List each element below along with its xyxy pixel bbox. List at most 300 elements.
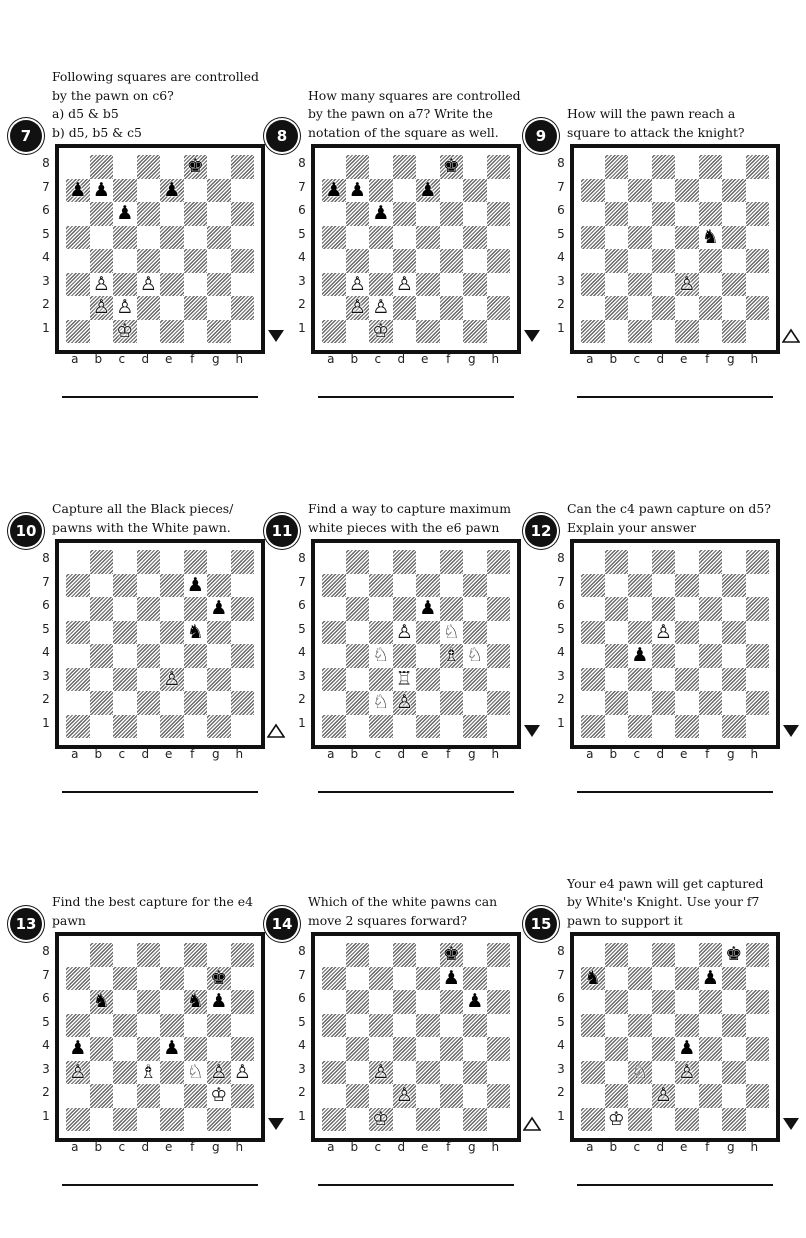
square-h7[interactable] (746, 574, 770, 598)
square-d2[interactable] (137, 296, 161, 320)
square-e8[interactable] (675, 550, 699, 574)
square-h2[interactable] (746, 1084, 770, 1108)
square-e8[interactable] (675, 943, 699, 967)
square-g3[interactable] (207, 668, 231, 692)
white-pawn-icon[interactable]: ♙ (139, 272, 157, 295)
square-a7[interactable] (322, 574, 346, 598)
square-h7[interactable] (487, 967, 511, 991)
white-pawn-icon[interactable]: ♙ (654, 1084, 672, 1107)
square-e8[interactable] (416, 155, 440, 179)
square-d4[interactable] (393, 644, 417, 668)
square-d7[interactable] (137, 179, 161, 203)
square-b1[interactable] (605, 715, 629, 739)
square-f4[interactable] (699, 644, 723, 668)
square-a5[interactable] (581, 1014, 605, 1038)
white-knight-icon[interactable]: ♘ (466, 644, 484, 667)
square-a1[interactable] (66, 320, 90, 344)
square-h6[interactable] (487, 597, 511, 621)
square-c5[interactable] (369, 621, 393, 645)
square-c5[interactable] (628, 1014, 652, 1038)
square-d7[interactable] (652, 179, 676, 203)
square-a1[interactable] (66, 715, 90, 739)
square-f3[interactable] (440, 1061, 464, 1085)
square-a4[interactable] (322, 249, 346, 273)
square-c8[interactable] (369, 943, 393, 967)
square-f8[interactable] (184, 155, 208, 179)
square-g4[interactable] (463, 249, 487, 273)
square-f4[interactable] (184, 249, 208, 273)
square-f6[interactable] (440, 202, 464, 226)
square-a6[interactable] (66, 202, 90, 226)
square-h6[interactable] (487, 990, 511, 1014)
square-f2[interactable] (699, 691, 723, 715)
square-b1[interactable] (605, 320, 629, 344)
square-b4[interactable] (346, 249, 370, 273)
square-g7[interactable] (207, 967, 231, 991)
square-b1[interactable] (605, 1108, 629, 1132)
square-g2[interactable] (463, 1084, 487, 1108)
square-f3[interactable] (184, 668, 208, 692)
square-d8[interactable] (393, 155, 417, 179)
white-pawn-icon[interactable]: ♙ (372, 1060, 390, 1083)
square-c7[interactable] (113, 179, 137, 203)
square-c1[interactable] (628, 715, 652, 739)
square-c5[interactable] (113, 621, 137, 645)
square-b8[interactable] (90, 550, 114, 574)
square-h1[interactable] (746, 1108, 770, 1132)
square-b5[interactable] (346, 621, 370, 645)
square-f3[interactable] (699, 668, 723, 692)
square-g5[interactable] (207, 621, 231, 645)
square-b3[interactable] (90, 1061, 114, 1085)
square-e6[interactable] (416, 597, 440, 621)
square-d6[interactable] (137, 597, 161, 621)
square-d6[interactable] (393, 202, 417, 226)
square-b3[interactable] (346, 273, 370, 297)
square-g7[interactable] (722, 967, 746, 991)
square-g6[interactable] (207, 597, 231, 621)
square-h5[interactable] (231, 226, 255, 250)
square-f1[interactable] (699, 1108, 723, 1132)
square-e3[interactable] (416, 1061, 440, 1085)
square-d3[interactable] (137, 668, 161, 692)
square-a8[interactable] (66, 155, 90, 179)
square-c6[interactable] (369, 990, 393, 1014)
square-g4[interactable] (463, 1037, 487, 1061)
square-b6[interactable] (346, 990, 370, 1014)
square-h1[interactable] (487, 1108, 511, 1132)
square-h8[interactable] (487, 155, 511, 179)
square-f1[interactable] (184, 320, 208, 344)
square-e7[interactable] (416, 179, 440, 203)
square-h3[interactable] (231, 1061, 255, 1085)
square-b8[interactable] (346, 550, 370, 574)
square-a1[interactable] (66, 1108, 90, 1132)
square-a8[interactable] (322, 943, 346, 967)
square-d2[interactable] (393, 1084, 417, 1108)
square-d1[interactable] (652, 715, 676, 739)
square-h5[interactable] (746, 621, 770, 645)
answer-line[interactable] (62, 1184, 258, 1186)
square-b5[interactable] (605, 621, 629, 645)
square-e6[interactable] (160, 990, 184, 1014)
white-pawn-icon[interactable]: ♙ (678, 272, 696, 295)
square-a5[interactable] (581, 226, 605, 250)
square-c7[interactable] (113, 574, 137, 598)
square-e4[interactable] (160, 249, 184, 273)
black-king-icon[interactable]: ♚ (442, 943, 460, 966)
black-pawn-icon[interactable]: ♟ (631, 644, 649, 667)
square-h7[interactable] (231, 967, 255, 991)
square-f4[interactable] (184, 644, 208, 668)
white-pawn-icon[interactable]: ♙ (348, 272, 366, 295)
square-a8[interactable] (581, 155, 605, 179)
square-f6[interactable] (699, 202, 723, 226)
square-b6[interactable] (346, 202, 370, 226)
white-king-icon[interactable]: ♔ (116, 319, 134, 342)
square-f1[interactable] (184, 715, 208, 739)
square-d6[interactable] (137, 202, 161, 226)
square-e4[interactable] (160, 644, 184, 668)
square-g6[interactable] (722, 597, 746, 621)
square-c2[interactable] (113, 296, 137, 320)
square-c4[interactable] (628, 644, 652, 668)
square-h1[interactable] (231, 320, 255, 344)
square-h6[interactable] (231, 597, 255, 621)
square-a7[interactable] (322, 179, 346, 203)
square-a8[interactable] (322, 155, 346, 179)
square-a3[interactable] (66, 668, 90, 692)
square-e3[interactable] (675, 273, 699, 297)
white-pawn-icon[interactable]: ♙ (395, 620, 413, 643)
square-a7[interactable] (66, 574, 90, 598)
square-c5[interactable] (113, 226, 137, 250)
square-g3[interactable] (207, 1061, 231, 1085)
square-a5[interactable] (66, 226, 90, 250)
square-b1[interactable] (90, 715, 114, 739)
square-h5[interactable] (231, 1014, 255, 1038)
square-c5[interactable] (113, 1014, 137, 1038)
square-g2[interactable] (207, 296, 231, 320)
square-h8[interactable] (746, 155, 770, 179)
square-g7[interactable] (722, 574, 746, 598)
square-h4[interactable] (231, 1037, 255, 1061)
square-h5[interactable] (746, 226, 770, 250)
square-c4[interactable] (113, 1037, 137, 1061)
square-h3[interactable] (746, 668, 770, 692)
black-pawn-icon[interactable]: ♟ (348, 178, 366, 201)
square-h2[interactable] (487, 296, 511, 320)
square-d7[interactable] (393, 967, 417, 991)
square-d3[interactable] (652, 668, 676, 692)
square-g1[interactable] (463, 715, 487, 739)
square-h4[interactable] (231, 644, 255, 668)
square-b4[interactable] (605, 644, 629, 668)
square-b7[interactable] (605, 574, 629, 598)
square-a6[interactable] (581, 597, 605, 621)
square-b2[interactable] (605, 691, 629, 715)
square-h4[interactable] (487, 644, 511, 668)
square-a3[interactable] (322, 1061, 346, 1085)
square-g3[interactable] (463, 668, 487, 692)
square-d4[interactable] (137, 644, 161, 668)
square-b4[interactable] (346, 644, 370, 668)
square-h7[interactable] (231, 179, 255, 203)
square-e6[interactable] (416, 990, 440, 1014)
white-pawn-icon[interactable]: ♙ (163, 667, 181, 690)
square-e3[interactable] (416, 273, 440, 297)
white-pawn-icon[interactable]: ♙ (348, 296, 366, 319)
square-e5[interactable] (416, 1014, 440, 1038)
square-e1[interactable] (416, 715, 440, 739)
square-b7[interactable] (605, 179, 629, 203)
white-pawn-icon[interactable]: ♙ (69, 1060, 87, 1083)
square-b2[interactable] (605, 1084, 629, 1108)
square-h6[interactable] (746, 990, 770, 1014)
square-c1[interactable] (113, 1108, 137, 1132)
square-f5[interactable] (699, 226, 723, 250)
square-f5[interactable] (440, 621, 464, 645)
square-h3[interactable] (746, 273, 770, 297)
square-d8[interactable] (137, 550, 161, 574)
square-f2[interactable] (699, 296, 723, 320)
square-c2[interactable] (628, 691, 652, 715)
black-pawn-icon[interactable]: ♟ (69, 178, 87, 201)
square-f5[interactable] (184, 226, 208, 250)
square-a5[interactable] (322, 1014, 346, 1038)
white-king-icon[interactable]: ♔ (372, 319, 390, 342)
square-a3[interactable] (581, 668, 605, 692)
square-a8[interactable] (581, 550, 605, 574)
square-d4[interactable] (393, 249, 417, 273)
square-h7[interactable] (487, 574, 511, 598)
square-c3[interactable] (369, 1061, 393, 1085)
square-d1[interactable] (393, 715, 417, 739)
square-h8[interactable] (746, 550, 770, 574)
square-a3[interactable] (581, 273, 605, 297)
square-d5[interactable] (393, 621, 417, 645)
square-b7[interactable] (346, 179, 370, 203)
square-h1[interactable] (487, 320, 511, 344)
square-a4[interactable] (66, 644, 90, 668)
square-h4[interactable] (487, 249, 511, 273)
square-a7[interactable] (66, 179, 90, 203)
square-e7[interactable] (160, 179, 184, 203)
square-e4[interactable] (416, 1037, 440, 1061)
square-f3[interactable] (440, 273, 464, 297)
square-f4[interactable] (699, 1037, 723, 1061)
square-h6[interactable] (746, 202, 770, 226)
square-d7[interactable] (652, 967, 676, 991)
square-a1[interactable] (322, 715, 346, 739)
square-g2[interactable] (722, 1084, 746, 1108)
square-a1[interactable] (581, 1108, 605, 1132)
square-b3[interactable] (605, 668, 629, 692)
square-f7[interactable] (184, 574, 208, 598)
square-c2[interactable] (369, 1084, 393, 1108)
white-rook-icon[interactable]: ♖ (395, 667, 413, 690)
square-a6[interactable] (322, 597, 346, 621)
square-g1[interactable] (207, 715, 231, 739)
square-h8[interactable] (231, 943, 255, 967)
square-d2[interactable] (393, 296, 417, 320)
square-g3[interactable] (463, 273, 487, 297)
square-a3[interactable] (66, 273, 90, 297)
white-pawn-icon[interactable]: ♙ (92, 296, 110, 319)
square-b6[interactable] (90, 202, 114, 226)
square-b8[interactable] (605, 155, 629, 179)
square-d6[interactable] (393, 990, 417, 1014)
square-c8[interactable] (628, 550, 652, 574)
square-b7[interactable] (90, 574, 114, 598)
square-e7[interactable] (675, 574, 699, 598)
square-c4[interactable] (113, 249, 137, 273)
square-d6[interactable] (393, 597, 417, 621)
square-b4[interactable] (346, 1037, 370, 1061)
square-e2[interactable] (160, 1084, 184, 1108)
square-g5[interactable] (722, 621, 746, 645)
square-b2[interactable] (346, 691, 370, 715)
square-e1[interactable] (160, 320, 184, 344)
square-g8[interactable] (207, 550, 231, 574)
square-f3[interactable] (184, 273, 208, 297)
square-c1[interactable] (369, 715, 393, 739)
square-d1[interactable] (652, 320, 676, 344)
square-d4[interactable] (137, 249, 161, 273)
square-h2[interactable] (487, 1084, 511, 1108)
black-knight-icon[interactable]: ♞ (701, 225, 719, 248)
square-d7[interactable] (652, 574, 676, 598)
square-e3[interactable] (160, 1061, 184, 1085)
square-h2[interactable] (746, 296, 770, 320)
black-knight-icon[interactable]: ♞ (186, 990, 204, 1013)
square-d7[interactable] (137, 574, 161, 598)
square-b5[interactable] (346, 226, 370, 250)
square-c8[interactable] (113, 155, 137, 179)
white-knight-icon[interactable]: ♘ (372, 691, 390, 714)
square-a4[interactable] (322, 1037, 346, 1061)
square-e5[interactable] (416, 226, 440, 250)
square-a8[interactable] (581, 943, 605, 967)
square-d5[interactable] (652, 621, 676, 645)
square-b6[interactable] (346, 597, 370, 621)
black-knight-icon[interactable]: ♞ (186, 620, 204, 643)
square-f6[interactable] (699, 990, 723, 1014)
square-d8[interactable] (652, 550, 676, 574)
square-a1[interactable] (581, 715, 605, 739)
square-g7[interactable] (463, 179, 487, 203)
square-d6[interactable] (652, 990, 676, 1014)
square-g6[interactable] (207, 202, 231, 226)
square-f7[interactable] (440, 179, 464, 203)
square-b1[interactable] (346, 715, 370, 739)
square-g6[interactable] (463, 990, 487, 1014)
square-e6[interactable] (416, 202, 440, 226)
square-a4[interactable] (581, 1037, 605, 1061)
square-c3[interactable] (369, 273, 393, 297)
square-f8[interactable] (699, 155, 723, 179)
square-a6[interactable] (66, 597, 90, 621)
square-d5[interactable] (652, 1014, 676, 1038)
square-b7[interactable] (90, 967, 114, 991)
square-a2[interactable] (322, 296, 346, 320)
square-b3[interactable] (605, 273, 629, 297)
square-d5[interactable] (393, 1014, 417, 1038)
square-h3[interactable] (487, 1061, 511, 1085)
square-f6[interactable] (184, 597, 208, 621)
square-f8[interactable] (184, 943, 208, 967)
square-e6[interactable] (160, 597, 184, 621)
square-a7[interactable] (581, 967, 605, 991)
square-g1[interactable] (722, 320, 746, 344)
square-e1[interactable] (675, 715, 699, 739)
square-f6[interactable] (184, 202, 208, 226)
square-d1[interactable] (137, 1108, 161, 1132)
white-pawn-icon[interactable]: ♙ (395, 691, 413, 714)
square-g6[interactable] (207, 990, 231, 1014)
square-e1[interactable] (675, 320, 699, 344)
black-knight-icon[interactable]: ♞ (584, 966, 602, 989)
square-h5[interactable] (487, 621, 511, 645)
square-c2[interactable] (628, 1084, 652, 1108)
square-e6[interactable] (675, 202, 699, 226)
square-b2[interactable] (90, 296, 114, 320)
white-bishop-icon[interactable]: ♗ (442, 644, 460, 667)
square-b6[interactable] (605, 597, 629, 621)
square-f6[interactable] (440, 990, 464, 1014)
square-e2[interactable] (675, 296, 699, 320)
square-b6[interactable] (605, 990, 629, 1014)
white-pawn-icon[interactable]: ♙ (92, 272, 110, 295)
white-king-icon[interactable]: ♔ (607, 1107, 625, 1130)
square-g8[interactable] (722, 155, 746, 179)
square-b7[interactable] (605, 967, 629, 991)
square-c6[interactable] (369, 202, 393, 226)
square-e4[interactable] (675, 249, 699, 273)
square-c1[interactable] (628, 1108, 652, 1132)
square-a6[interactable] (66, 990, 90, 1014)
black-pawn-icon[interactable]: ♟ (163, 178, 181, 201)
square-e2[interactable] (416, 691, 440, 715)
square-d8[interactable] (652, 155, 676, 179)
black-pawn-icon[interactable]: ♟ (186, 573, 204, 596)
square-f8[interactable] (699, 550, 723, 574)
square-b6[interactable] (90, 990, 114, 1014)
square-e6[interactable] (160, 202, 184, 226)
square-c8[interactable] (369, 550, 393, 574)
square-h1[interactable] (231, 715, 255, 739)
square-g5[interactable] (207, 1014, 231, 1038)
square-f2[interactable] (184, 691, 208, 715)
square-d1[interactable] (137, 715, 161, 739)
square-b8[interactable] (605, 550, 629, 574)
black-knight-icon[interactable]: ♞ (92, 990, 110, 1013)
white-pawn-icon[interactable]: ♙ (233, 1060, 251, 1083)
square-h2[interactable] (487, 691, 511, 715)
square-a2[interactable] (581, 296, 605, 320)
square-f1[interactable] (699, 320, 723, 344)
square-h4[interactable] (746, 249, 770, 273)
square-b1[interactable] (346, 1108, 370, 1132)
square-c1[interactable] (113, 320, 137, 344)
square-b8[interactable] (346, 943, 370, 967)
square-e4[interactable] (675, 1037, 699, 1061)
square-a4[interactable] (66, 249, 90, 273)
square-h8[interactable] (487, 943, 511, 967)
square-g5[interactable] (463, 621, 487, 645)
square-h6[interactable] (231, 202, 255, 226)
square-g3[interactable] (722, 668, 746, 692)
